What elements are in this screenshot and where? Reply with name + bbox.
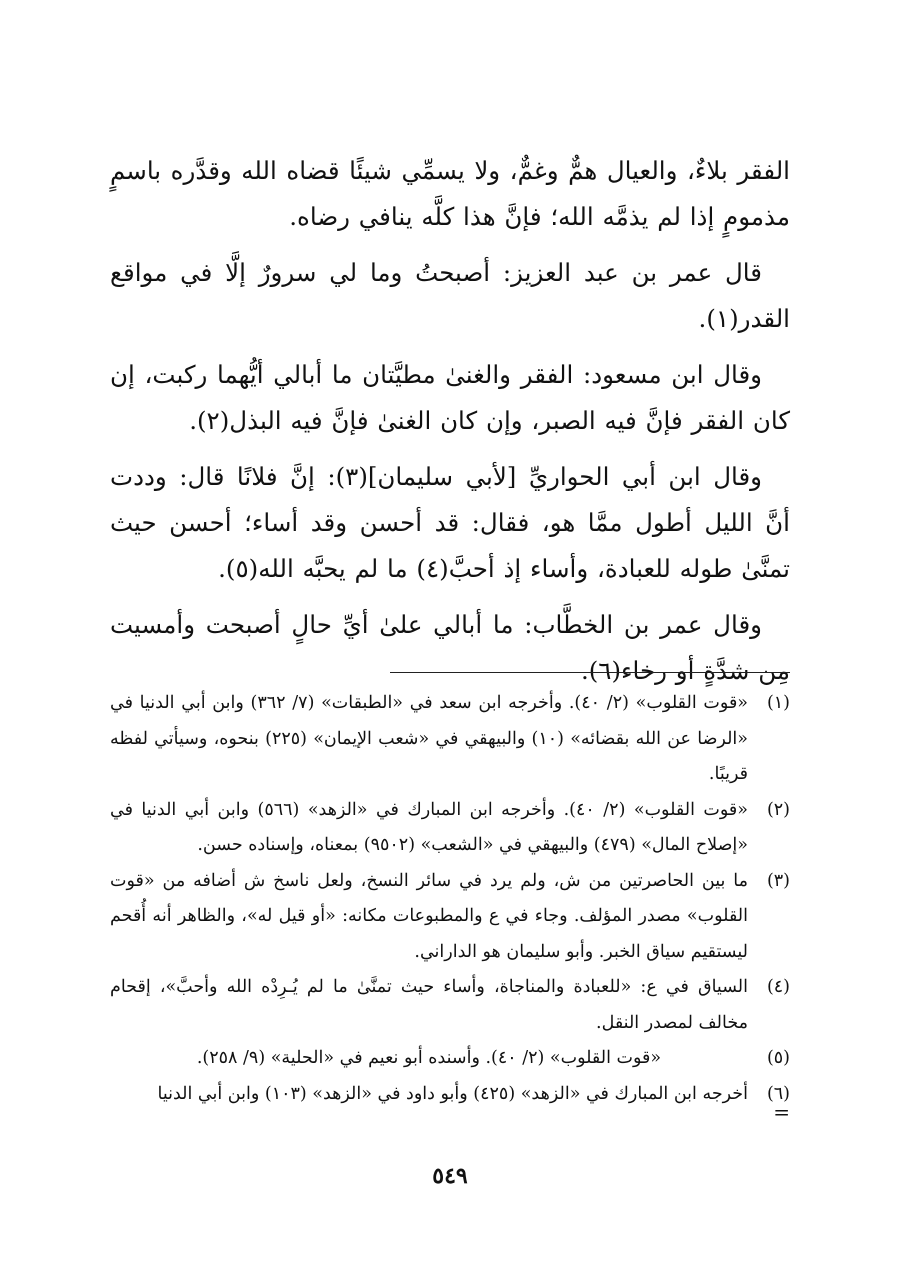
footnote-number: (٤) (766, 977, 790, 997)
book-page (110, 0, 790, 1271)
page-number: ٥٤٩ (432, 1163, 468, 1189)
footnote-3 (110, 864, 790, 971)
paragraph-5: وقال عمر بن الخطَّاب: ما أبالي علىٰ أيِّ حالٍ أصبحت وأمسيت مِن شدَّةٍ أو رخاء(٦). (110, 610, 790, 685)
footnote-2 (110, 793, 790, 864)
footnote-number: (٢) (766, 799, 790, 820)
footnote-number: (١) (766, 693, 790, 713)
footnote-5 (110, 1041, 790, 1077)
footnote-4 (110, 970, 790, 1041)
footnote-text: «قوت القلوب» (٢/ ٤٠). وأسنده أبو نعيم في «الحلية» (٩/ ٢٥٨). (196, 1048, 662, 1068)
footnote-1 (110, 686, 790, 793)
footnote-number: (٥) (766, 1048, 790, 1068)
paragraph-3: وقال ابن مسعود: الفقر والغنىٰ مطيَّتان ما أبالي أيُّهما ركبت، إن كان الفقر فإنَّ فيه الصبر، وإن كان الغنىٰ فإنَّ فيه البذل(٢). (110, 360, 790, 435)
paragraph-2: قال عمر بن عبد العزيز: أصبحتُ وما لي سرورٌ إلَّا في مواقع القدر(١). (110, 258, 790, 333)
main-text (110, 148, 790, 694)
footnote-text: ما بين الحاصرتين من ش، ولم يرد في سائر النسخ، ولعل ناسخ ش أضافه من «قوت القلوب» مصدر المؤلف. وجاء في ع والمطبوعات مكانه: «أو قيل له»، والظاهر أنه أُقحم ليستقيم سياق الخبر. وأبو سليمان هو الداراني. (110, 870, 748, 962)
footnote-text: أخرجه ابن المبارك في «الزهد» (٤٢٥) وأبو داود في «الزهد» (١٠٣) وابن أبي الدنيا (157, 1083, 748, 1104)
footnote-number: (٦) (766, 1083, 790, 1104)
footnote-text: «قوت القلوب» (٢/ ٤٠). وأخرجه ابن المبارك في «الزهد» (٥٦٦) وابن أبي الدنيا في «إصلاح المال» (٤٧٩) والبيهقي في «الشعب» (٩٥٠٢) بمعناه، وإسناده حسن. (110, 799, 748, 855)
paragraph-1: الفقر بلاءٌ، والعيال همٌّ وغمٌّ، ولا يسمِّي شيئًا قضاه الله وقدَّره باسمٍ مذمومٍ إذا لم يذمَّه الله؛ فإنَّ هذا كلَّه ينافي رضاه. (110, 156, 790, 231)
footnote-text: السياق في ع: «للعبادة والمناجاة، وأساء حيث تمنَّىٰ ما لم يُـرِدْه الله وأحبَّ»، إقحام مخالف لمصدر النقل. (110, 977, 748, 1033)
footnote-text: «قوت القلوب» (٢/ ٤٠). وأخرجه ابن سعد في «الطبقات» (٧/ ٣٦٢) وابن أبي الدنيا في «الرضا عن الله بقضائه» (١٠) والبيهقي في «شعب الإيمان» (٢٢٥) بنحوه، وسيأتي لفظه قريبًا. (110, 693, 749, 784)
footnote-6 (110, 1077, 790, 1113)
footnote-number: (٣) (766, 870, 790, 891)
paragraph-4: وقال ابن أبي الحواريِّ [لأبي سليمان](٣): إنَّ فلانًا قال: وددت أنَّ الليل أطول ممَّا هو، فقال: قد أحسن وقد أساء؛ أحسن حيث تمنَّىٰ طوله للعبادة، وأساء إذ أحبَّ(٤) ما لم يحبَّه الله(٥). (110, 462, 790, 583)
footnote-separator (390, 672, 790, 673)
continuation-mark: = (773, 1100, 790, 1124)
footnotes (110, 686, 790, 1124)
